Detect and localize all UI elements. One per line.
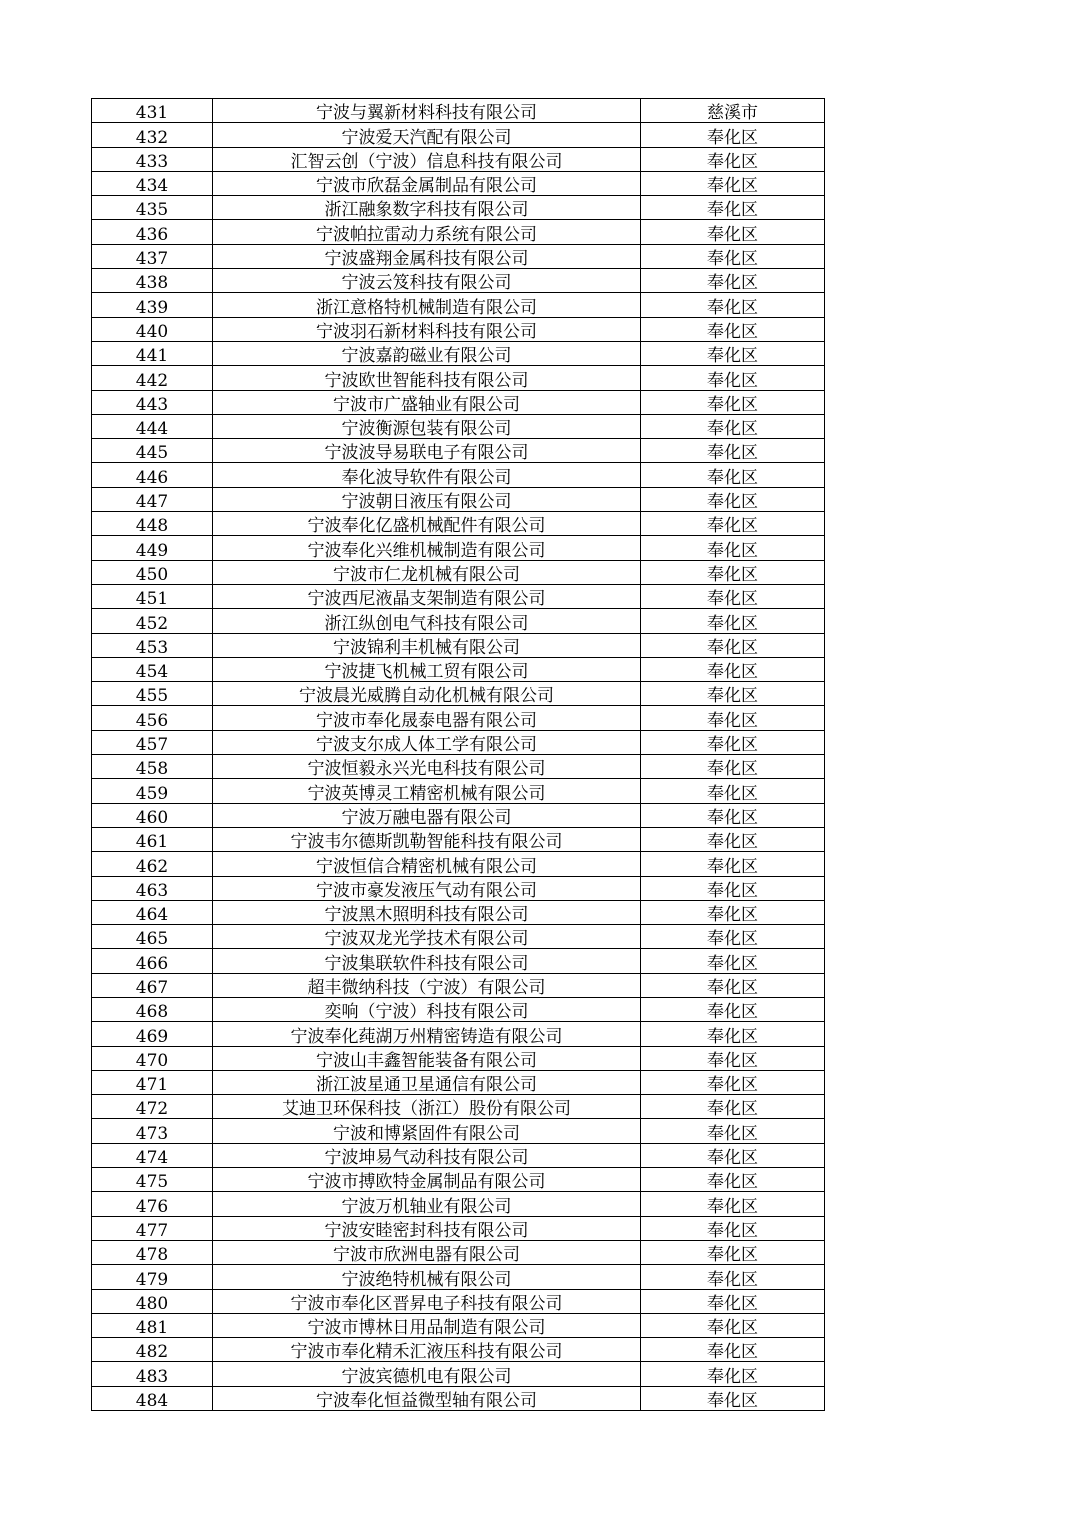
table-row [92,487,825,511]
company-name-cell: 宁波奉化恒益微型轴有限公司 [213,1386,641,1410]
table-row [92,244,825,268]
table-row [92,390,825,414]
row-number-cell: 481 [92,1313,213,1337]
row-number-cell: 472 [92,1095,213,1119]
table-row [92,1265,825,1289]
company-name-cell: 宁波安睦密封科技有限公司 [213,1216,641,1240]
row-number-cell: 465 [92,925,213,949]
company-name-cell: 宁波市博林日用品制造有限公司 [213,1313,641,1337]
row-number-cell: 468 [92,997,213,1021]
company-name-cell: 宁波支尔成人体工学有限公司 [213,730,641,754]
company-name-cell: 宁波奉化兴维机械制造有限公司 [213,536,641,560]
row-number-cell: 454 [92,657,213,681]
row-number-cell: 441 [92,341,213,365]
company-name-cell: 宁波恒信合精密机械有限公司 [213,852,641,876]
row-number-cell: 443 [92,390,213,414]
region-cell: 奉化区 [641,1119,825,1143]
company-name-cell: 宁波朝日液压有限公司 [213,487,641,511]
row-number-cell: 483 [92,1362,213,1386]
table-row [92,317,825,341]
region-cell: 奉化区 [641,657,825,681]
row-number-cell: 449 [92,536,213,560]
row-number-cell: 477 [92,1216,213,1240]
row-number-cell: 466 [92,949,213,973]
region-cell: 奉化区 [641,463,825,487]
table-row [92,147,825,171]
company-name-cell: 汇智云创（宁波）信息科技有限公司 [213,147,641,171]
row-number-cell: 433 [92,147,213,171]
region-cell: 奉化区 [641,900,825,924]
region-cell: 奉化区 [641,584,825,608]
company-name-cell: 宁波万融电器有限公司 [213,803,641,827]
region-cell: 慈溪市 [641,99,825,123]
region-cell: 奉化区 [641,633,825,657]
row-number-cell: 458 [92,755,213,779]
region-cell: 奉化区 [641,487,825,511]
region-cell: 奉化区 [641,852,825,876]
company-name-cell: 宁波锦利丰机械有限公司 [213,633,641,657]
company-name-cell: 宁波市欣磊金属制品有限公司 [213,171,641,195]
table-row [92,123,825,147]
table-row [92,1289,825,1313]
company-name-cell: 宁波恒毅永兴光电科技有限公司 [213,755,641,779]
row-number-cell: 462 [92,852,213,876]
table-row [92,609,825,633]
company-name-cell: 宁波市仁龙机械有限公司 [213,560,641,584]
company-name-cell: 宁波宾德机电有限公司 [213,1362,641,1386]
region-cell: 奉化区 [641,876,825,900]
table-row [92,730,825,754]
table-row [92,171,825,195]
table-body [92,99,825,1411]
region-cell: 奉化区 [641,1143,825,1167]
table-row [92,779,825,803]
row-number-cell: 475 [92,1168,213,1192]
company-name-cell: 宁波绝特机械有限公司 [213,1265,641,1289]
region-cell: 奉化区 [641,1192,825,1216]
table-row [92,1216,825,1240]
region-cell: 奉化区 [641,147,825,171]
table-row [92,1192,825,1216]
table-row [92,1070,825,1094]
row-number-cell: 469 [92,1022,213,1046]
table-row [92,1313,825,1337]
region-cell: 奉化区 [641,414,825,438]
table-row [92,1386,825,1410]
row-number-cell: 434 [92,171,213,195]
row-number-cell: 471 [92,1070,213,1094]
region-cell: 奉化区 [641,293,825,317]
company-name-cell: 宁波黑木照明科技有限公司 [213,900,641,924]
table-row [92,196,825,220]
region-cell: 奉化区 [641,1046,825,1070]
table-row [92,949,825,973]
table-row [92,682,825,706]
company-name-cell: 宁波市广盛轴业有限公司 [213,390,641,414]
table-row [92,220,825,244]
region-cell: 奉化区 [641,1265,825,1289]
company-name-cell: 浙江融象数字科技有限公司 [213,196,641,220]
company-name-cell: 宁波万机轴业有限公司 [213,1192,641,1216]
company-name-cell: 宁波英博灵工精密机械有限公司 [213,779,641,803]
region-cell: 奉化区 [641,1313,825,1337]
table-row [92,973,825,997]
row-number-cell: 448 [92,512,213,536]
region-cell: 奉化区 [641,803,825,827]
region-cell: 奉化区 [641,973,825,997]
table-row [92,1119,825,1143]
company-name-cell: 宁波帕拉雷动力系统有限公司 [213,220,641,244]
table-row [92,341,825,365]
region-cell: 奉化区 [641,755,825,779]
table-row [92,366,825,390]
company-name-cell: 宁波和博紧固件有限公司 [213,1119,641,1143]
table-row [92,1338,825,1362]
region-cell: 奉化区 [641,317,825,341]
company-name-cell: 宁波市搏欧特金属制品有限公司 [213,1168,641,1192]
row-number-cell: 451 [92,584,213,608]
row-number-cell: 476 [92,1192,213,1216]
company-name-cell: 艾迪卫环保科技（浙江）股份有限公司 [213,1095,641,1119]
region-cell: 奉化区 [641,706,825,730]
region-cell: 奉化区 [641,1070,825,1094]
table-row [92,852,825,876]
row-number-cell: 438 [92,269,213,293]
row-number-cell: 446 [92,463,213,487]
company-name-cell: 宁波波导易联电子有限公司 [213,439,641,463]
row-number-cell: 447 [92,487,213,511]
region-cell: 奉化区 [641,220,825,244]
company-name-cell: 宁波捷飞机械工贸有限公司 [213,657,641,681]
table-row [92,633,825,657]
table-row [92,512,825,536]
region-cell: 奉化区 [641,779,825,803]
company-name-cell: 浙江纵创电气科技有限公司 [213,609,641,633]
row-number-cell: 445 [92,439,213,463]
company-list-table-container [91,98,824,1411]
table-row [92,657,825,681]
table-row [92,536,825,560]
region-cell: 奉化区 [641,512,825,536]
row-number-cell: 464 [92,900,213,924]
region-cell: 奉化区 [641,1022,825,1046]
region-cell: 奉化区 [641,827,825,851]
region-cell: 奉化区 [641,341,825,365]
row-number-cell: 456 [92,706,213,730]
company-name-cell: 宁波嘉韵磁业有限公司 [213,341,641,365]
table-row [92,1046,825,1070]
table-row [92,439,825,463]
region-cell: 奉化区 [641,269,825,293]
region-cell: 奉化区 [641,682,825,706]
company-name-cell: 宁波市奉化区晋昇电子科技有限公司 [213,1289,641,1313]
table-row [92,293,825,317]
row-number-cell: 480 [92,1289,213,1313]
company-name-cell: 宁波欧世智能科技有限公司 [213,366,641,390]
table-row [92,997,825,1021]
region-cell: 奉化区 [641,123,825,147]
table-row [92,803,825,827]
company-name-cell: 奕响（宁波）科技有限公司 [213,997,641,1021]
table-row [92,925,825,949]
table-row [92,463,825,487]
table-row [92,414,825,438]
company-name-cell: 宁波与翼新材料科技有限公司 [213,99,641,123]
row-number-cell: 436 [92,220,213,244]
company-name-cell: 宁波市欣洲电器有限公司 [213,1240,641,1264]
region-cell: 奉化区 [641,730,825,754]
row-number-cell: 455 [92,682,213,706]
region-cell: 奉化区 [641,171,825,195]
company-name-cell: 奉化波导软件有限公司 [213,463,641,487]
table-row [92,755,825,779]
company-name-cell: 宁波奉化莼湖万州精密铸造有限公司 [213,1022,641,1046]
region-cell: 奉化区 [641,536,825,560]
row-number-cell: 461 [92,827,213,851]
row-number-cell: 482 [92,1338,213,1362]
region-cell: 奉化区 [641,949,825,973]
company-name-cell: 宁波坤易气动科技有限公司 [213,1143,641,1167]
region-cell: 奉化区 [641,925,825,949]
table-row [92,560,825,584]
region-cell: 奉化区 [641,1289,825,1313]
row-number-cell: 474 [92,1143,213,1167]
company-name-cell: 宁波羽石新材料科技有限公司 [213,317,641,341]
row-number-cell: 453 [92,633,213,657]
region-cell: 奉化区 [641,1362,825,1386]
region-cell: 奉化区 [641,609,825,633]
company-name-cell: 宁波盛翔金属科技有限公司 [213,244,641,268]
table-row [92,99,825,123]
region-cell: 奉化区 [641,1095,825,1119]
table-row [92,827,825,851]
company-name-cell: 宁波市豪发液压气动有限公司 [213,876,641,900]
row-number-cell: 457 [92,730,213,754]
region-cell: 奉化区 [641,997,825,1021]
table-row [92,1362,825,1386]
company-name-cell: 宁波云笈科技有限公司 [213,269,641,293]
company-list-table [91,98,825,1411]
region-cell: 奉化区 [641,1216,825,1240]
company-name-cell: 宁波西尼液晶支架制造有限公司 [213,584,641,608]
region-cell: 奉化区 [641,196,825,220]
row-number-cell: 440 [92,317,213,341]
company-name-cell: 宁波市奉化精禾汇液压科技有限公司 [213,1338,641,1362]
row-number-cell: 444 [92,414,213,438]
row-number-cell: 439 [92,293,213,317]
table-row [92,706,825,730]
row-number-cell: 463 [92,876,213,900]
company-name-cell: 宁波韦尔德斯凯勒智能科技有限公司 [213,827,641,851]
region-cell: 奉化区 [641,1240,825,1264]
region-cell: 奉化区 [641,1168,825,1192]
company-name-cell: 浙江意格特机械制造有限公司 [213,293,641,317]
row-number-cell: 459 [92,779,213,803]
row-number-cell: 473 [92,1119,213,1143]
company-name-cell: 宁波奉化亿盛机械配件有限公司 [213,512,641,536]
table-row [92,900,825,924]
row-number-cell: 437 [92,244,213,268]
company-name-cell: 宁波爱天汽配有限公司 [213,123,641,147]
row-number-cell: 467 [92,973,213,997]
company-name-cell: 浙江波星通卫星通信有限公司 [213,1070,641,1094]
region-cell: 奉化区 [641,366,825,390]
row-number-cell: 442 [92,366,213,390]
company-name-cell: 宁波山丰鑫智能装备有限公司 [213,1046,641,1070]
row-number-cell: 432 [92,123,213,147]
company-name-cell: 宁波集联软件科技有限公司 [213,949,641,973]
region-cell: 奉化区 [641,390,825,414]
table-row [92,269,825,293]
row-number-cell: 470 [92,1046,213,1070]
region-cell: 奉化区 [641,439,825,463]
row-number-cell: 460 [92,803,213,827]
row-number-cell: 435 [92,196,213,220]
table-row [92,1240,825,1264]
region-cell: 奉化区 [641,1338,825,1362]
row-number-cell: 484 [92,1386,213,1410]
company-name-cell: 宁波双龙光学技术有限公司 [213,925,641,949]
row-number-cell: 478 [92,1240,213,1264]
company-name-cell: 超丰微纳科技（宁波）有限公司 [213,973,641,997]
row-number-cell: 450 [92,560,213,584]
table-row [92,1143,825,1167]
table-row [92,1095,825,1119]
table-row [92,1022,825,1046]
row-number-cell: 431 [92,99,213,123]
table-row [92,1168,825,1192]
region-cell: 奉化区 [641,244,825,268]
company-name-cell: 宁波市奉化晟泰电器有限公司 [213,706,641,730]
table-row [92,876,825,900]
region-cell: 奉化区 [641,560,825,584]
row-number-cell: 452 [92,609,213,633]
table-row [92,584,825,608]
company-name-cell: 宁波衡源包装有限公司 [213,414,641,438]
company-name-cell: 宁波晨光威腾自动化机械有限公司 [213,682,641,706]
region-cell: 奉化区 [641,1386,825,1410]
row-number-cell: 479 [92,1265,213,1289]
